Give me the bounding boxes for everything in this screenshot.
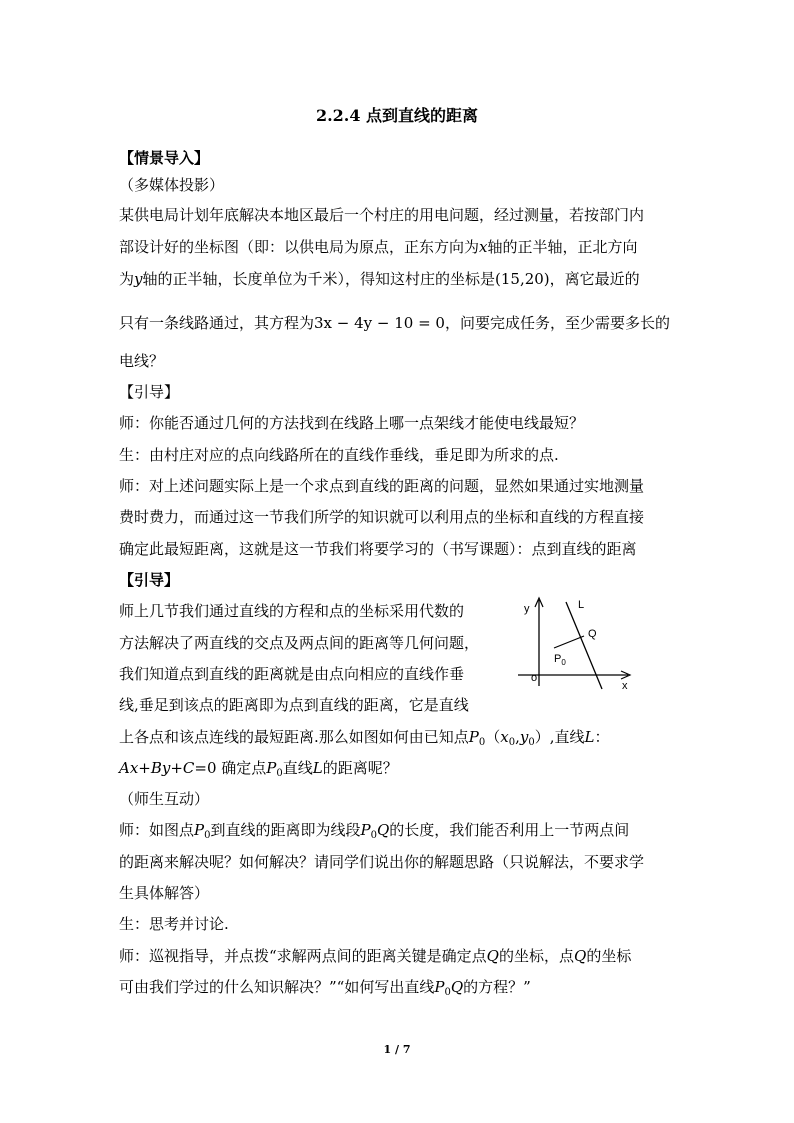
text-line: Ax+By+C=0 确定点$P_0$直线L的距离呢？ — [119, 759, 398, 779]
text-line: 生：由村庄对应的点向线路所在的直线作垂线，垂足即为所求的点. — [119, 446, 559, 464]
text-line: 部设计好的坐标图（即：以供电局为原点，正东方向为x轴的正半轴，正北方向 — [119, 238, 638, 256]
text-line: 师上几节我们通过直线的方程和点的坐标采用代数的 — [119, 602, 465, 620]
text-line: 为y轴的正半轴，长度单位为千米），得知这村庄的坐标是(15,20)，离它最近的 — [119, 270, 640, 288]
text-line: 确定此最短距离，这就是这一节我们将要学习的（书写课题）：点到直线的距离 — [119, 540, 637, 558]
text-line: 师：你能否通过几何的方法找到在线路上哪一点架线才能使电线最短？ — [119, 414, 585, 432]
y-axis-label: y — [524, 603, 530, 615]
text-line: 生具体解答） — [119, 884, 210, 902]
text-line: 线,垂足到该点的距离即为点到直线的距离，它是直线 — [119, 696, 469, 714]
text-line: 某供电局计划年底解决本地区最后一个村庄的用电问题，经过测量，若按部门内 — [119, 206, 645, 224]
text-line: 我们知道点到直线的距离就是由点向相应的直线作垂 — [119, 665, 465, 683]
segment-p0q — [554, 636, 584, 648]
text-line: 方法解决了两直线的交点及两点间的距离等几何问题， — [119, 634, 480, 652]
text-line: 只有一条线路通过，其方程为3x − 4y − 10 = 0，问要完成任务，至少需要多长的 — [119, 314, 670, 332]
text-line: （多媒体投影） — [119, 176, 225, 194]
page-number: 1 / 7 — [383, 1043, 411, 1056]
text-line: 生：思考并讨论. — [119, 915, 229, 933]
text-line: 费时费力，而通过这一节我们所学的知识就可以利用点的坐标和直线的方程直接 — [119, 508, 645, 526]
text-line: （师生互动） — [119, 790, 210, 808]
section-heading-guide: 【引导】 — [119, 383, 180, 401]
line-L — [566, 602, 602, 689]
text-line: 师：如图点$P_0$到直线的距离即为线段$P_0Q$的长度，我们能否利用上一节两点间 — [119, 821, 630, 841]
text-line: 电线？ — [119, 352, 165, 370]
point-p0-label: $P_0$ — [554, 653, 566, 667]
section-heading-scenario: 【情景导入】 — [119, 149, 210, 167]
text-line: 师：对上述问题实际上是一个求点到直线的距离的问题，显然如果通过实地测量 — [119, 477, 645, 495]
page-title: 2.2.4 点到直线的距离 — [315, 106, 479, 125]
coordinate-figure — [514, 594, 636, 692]
line-l-label: L — [578, 599, 585, 611]
text-line: 上各点和该点连线的最短距离.那么如图如何由已知点$P_0(x_0,y_0)$,直线L： — [119, 728, 610, 748]
text-line: 的距离来解决呢？如何解决？请同学们说出你的解题思路（只说解法，不要求学 — [119, 853, 645, 871]
origin-label: o — [531, 672, 538, 684]
text-line: 可由我们学过的什么知识解决？”“如何写出直线$P_0Q$的方程？” — [119, 978, 531, 998]
x-axis-label: x — [622, 680, 628, 692]
section-heading-guide-2: 【引导】 — [119, 571, 180, 589]
point-q-label: Q — [588, 628, 597, 640]
equation: 3x − 4y − 10 = 0 — [314, 314, 445, 332]
text-line: 师：巡视指导，并点拨“求解两点间的距离关键是确定点Q的坐标，点Q的坐标 — [119, 947, 632, 965]
